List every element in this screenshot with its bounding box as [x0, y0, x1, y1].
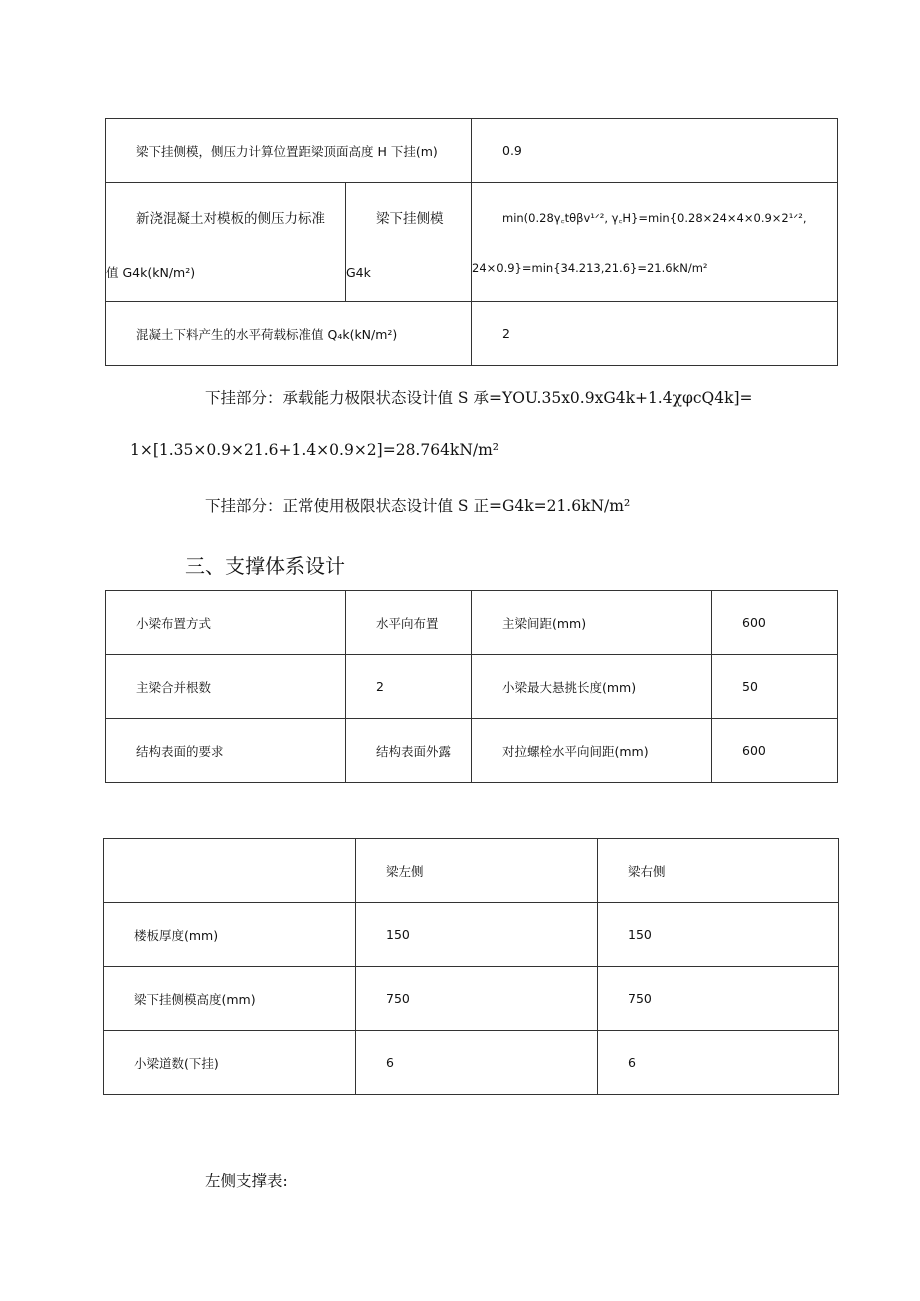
beam-side-table: [103, 838, 839, 1095]
header-cell: 梁右侧: [598, 839, 839, 903]
pressure-label-line2: 值 G4k(kN/m²): [106, 265, 196, 280]
formula-line2: 24×0.9}=min{34.213,21.6}=21.6kN/m²: [472, 261, 708, 275]
left-support-table-label: 左侧支撑表:: [205, 1172, 288, 1190]
pressure-label-line1: 新浇混凝土对模板的侧压力标准: [136, 211, 325, 227]
table-row: [104, 1031, 839, 1095]
table-row: [106, 591, 838, 655]
horizontal-load-label: 混凝土下料产生的水平荷载标准值 Q₄k(kN/m²): [106, 302, 472, 366]
table-row: [106, 119, 838, 183]
cell: 主梁间距(mm): [472, 591, 712, 655]
formula-line1: min(0.28γ꜀tθβv¹ᐟ², γ꜀H}=min{0.28×24×4×0.9×2¹ᐟ²,: [502, 211, 807, 225]
header-cell: [104, 839, 356, 903]
cell: 对拉螺栓水平向间距(mm): [472, 719, 712, 783]
height-value: 0.9: [472, 119, 838, 183]
table-row: [106, 302, 838, 366]
cell: 600: [712, 591, 838, 655]
side-form-cell: [346, 183, 472, 302]
cell: 梁下挂侧模高度(mm): [104, 967, 356, 1031]
cell: 750: [598, 967, 839, 1031]
cell: 150: [356, 903, 598, 967]
height-label: 梁下挂侧模，侧压力计算位置距梁顶面高度 H 下挂(m): [106, 119, 472, 183]
table-row: [104, 967, 839, 1031]
cell: 楼板厚度(mm): [104, 903, 356, 967]
table-row: [104, 903, 839, 967]
cell: 50: [712, 655, 838, 719]
cell: 小梁道数(下挂): [104, 1031, 356, 1095]
cell: 600: [712, 719, 838, 783]
cell: 水平向布置: [346, 591, 472, 655]
cell: 6: [598, 1031, 839, 1095]
horizontal-load-value: 2: [472, 302, 838, 366]
pressure-label-cell: [106, 183, 346, 302]
ultimate-limit-line2: 1×[1.35×0.9×21.6+1.4×0.9×2]=28.764kN/m²: [130, 441, 500, 459]
side-form-symbol: G4k: [346, 265, 371, 280]
cell: 750: [356, 967, 598, 1031]
table-row: [106, 183, 838, 302]
cell: 150: [598, 903, 839, 967]
table-row: [106, 719, 838, 783]
cell: 结构表面外露: [346, 719, 472, 783]
section-heading: 三、支撑体系设计: [185, 554, 345, 578]
cell: 小梁布置方式: [106, 591, 346, 655]
ultimate-limit-line1: 下挂部分：承载能力极限状态设计值 S 承=YOU.35x0.9xG4k+1.4χφcQ4k]=: [205, 389, 753, 407]
cell: 小梁最大悬挑长度(mm): [472, 655, 712, 719]
support-system-table: [105, 590, 838, 783]
header-cell: 梁左侧: [356, 839, 598, 903]
cell: 主梁合并根数: [106, 655, 346, 719]
side-form-label: 梁下挂侧模: [376, 211, 444, 227]
table-header-row: [104, 839, 839, 903]
formula-cell: [472, 183, 838, 302]
serviceability-limit-line: 下挂部分：正常使用极限状态设计值 S 正=G4k=21.6kN/m²: [205, 497, 631, 515]
lateral-pressure-table: [105, 118, 838, 366]
cell: 结构表面的要求: [106, 719, 346, 783]
table-row: [106, 655, 838, 719]
cell: 2: [346, 655, 472, 719]
cell: 6: [356, 1031, 598, 1095]
